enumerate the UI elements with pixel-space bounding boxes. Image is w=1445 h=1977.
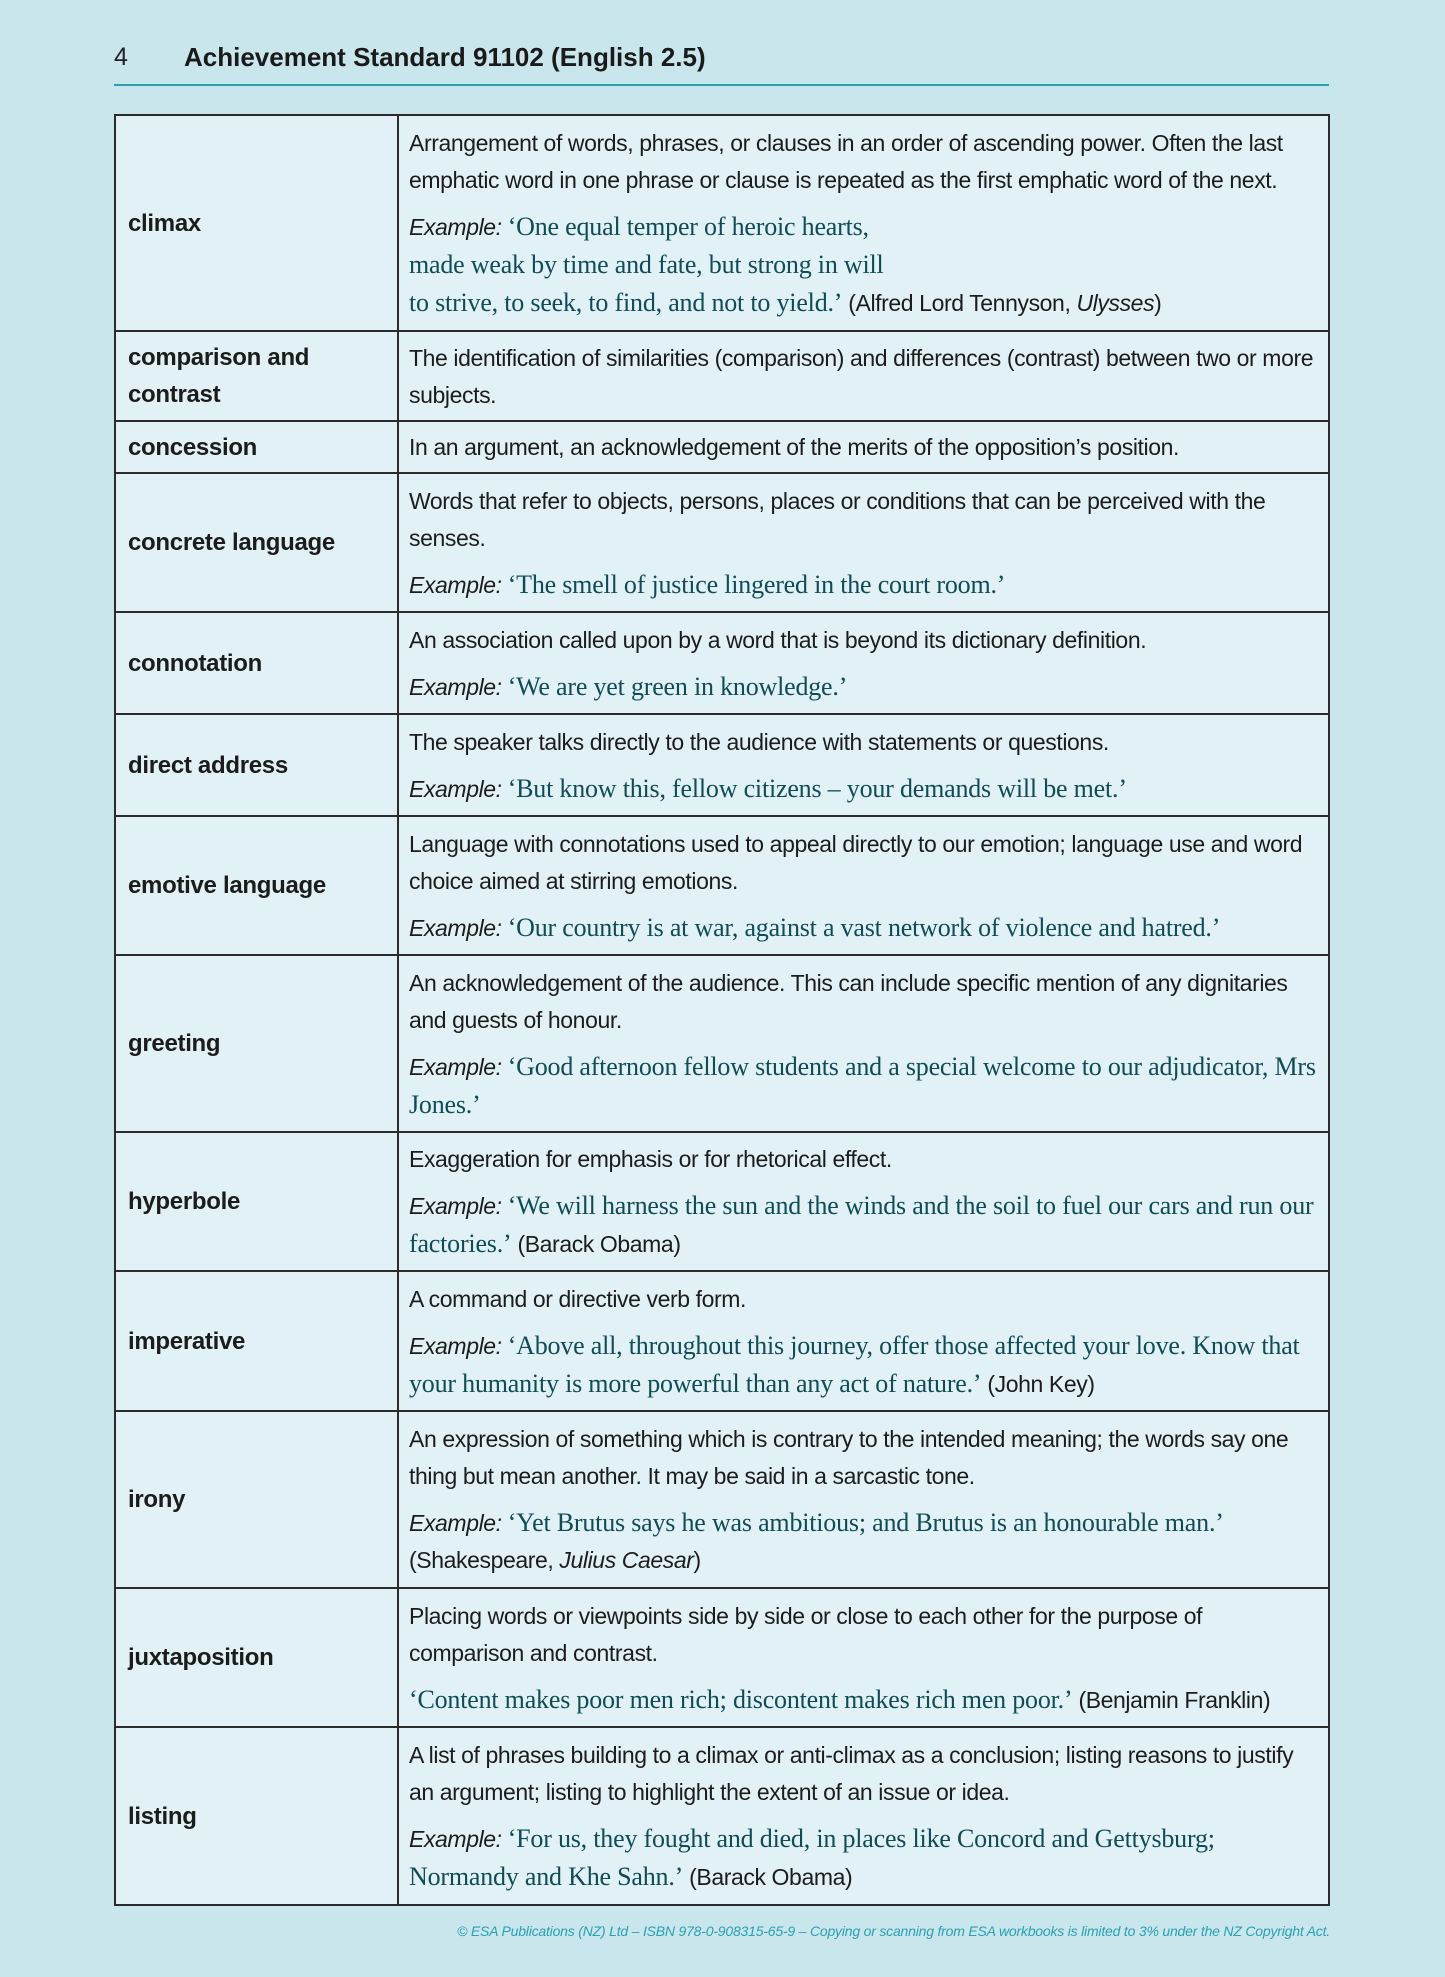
example-quote: ‘Good afternoon fellow students and a special welcome to our adjudicator, Mrs Jones.’ <box>409 1051 1316 1119</box>
term-cell: irony <box>115 1411 398 1588</box>
definition-cell <box>398 816 1329 955</box>
definition-text: A list of phrases building to a climax or anti-climax as a conclusion; listing reasons to justify an argument; listing to highlight the extent of an issue or idea. <box>409 1742 1294 1805</box>
example-label: Example: <box>409 571 502 598</box>
definition-cell <box>398 421 1329 473</box>
citation-close: ) <box>1154 290 1162 316</box>
citation: (Barack Obama) <box>689 1864 853 1890</box>
example-quote: ‘We are yet green in knowledge.’ <box>507 671 848 701</box>
term-cell: hyperbole <box>115 1132 398 1271</box>
example-label: Example: <box>409 214 502 240</box>
definition-text: In an argument, an acknowledgement of the merits of the opposition’s position. <box>409 434 1180 460</box>
glossary-row-direct-address <box>115 714 1329 816</box>
term-cell: emotive language <box>115 816 398 955</box>
term-cell: greeting <box>115 955 398 1132</box>
definition-cell <box>398 714 1329 816</box>
example-label: Example: <box>409 775 502 802</box>
definition-cell <box>398 115 1329 331</box>
term-cell: direct address <box>115 714 398 816</box>
example-label: Example: <box>409 914 502 941</box>
definition-text: An expression of something which is contrary to the intended meaning; the words say one thing but mean another. It may be said in a sarcastic tone. <box>409 1426 1289 1489</box>
citation: (Alfred Lord Tennyson, <box>848 290 1071 316</box>
definition-text: The speaker talks directly to the audience with statements or questions. <box>409 728 1109 755</box>
example-label: Example: <box>409 673 502 700</box>
example-text <box>409 1681 1316 1719</box>
glossary-row-imperative <box>115 1271 1329 1411</box>
example-quote: made weak by time and fate, but strong in will <box>409 250 884 279</box>
term-cell: listing <box>115 1727 398 1905</box>
citation-work: Julius Caesar <box>559 1547 694 1573</box>
definition-text: Exaggeration for emphasis or for rhetorical effect. <box>409 1146 892 1172</box>
example-quote: to strive, to seek, to find, and not to yield.’ <box>409 288 843 317</box>
term-cell: concession <box>115 421 398 473</box>
example-text <box>409 1820 1316 1896</box>
definition-text: Language with connotations used to appeal directly to our emotion; language use and word choice aimed at stirring emotions. <box>409 830 1303 894</box>
glossary-row-emotive-language <box>115 816 1329 955</box>
definition-cell <box>398 612 1329 714</box>
example-label: Example: <box>409 1510 502 1536</box>
citation: (Barack Obama) <box>517 1231 681 1257</box>
example-text <box>409 566 1316 604</box>
definition-cell <box>398 1727 1329 1905</box>
glossary-row-greeting <box>115 955 1329 1132</box>
glossary-row-hyperbole <box>115 1132 1329 1271</box>
citation: (Shakespeare, <box>409 1547 554 1573</box>
example-text <box>409 1187 1316 1263</box>
example-label: Example: <box>409 1826 502 1852</box>
term-cell: climax <box>115 115 398 331</box>
example-quote: ‘Yet Brutus says he was ambitious; and Brutus is an honourable man.’ <box>507 1508 1224 1537</box>
glossary-row-concrete-language <box>115 473 1329 612</box>
definition-cell <box>398 331 1329 421</box>
example-label: Example: <box>409 1332 502 1359</box>
example-text <box>409 1048 1316 1124</box>
glossary-row-climax <box>115 115 1329 331</box>
definition-text: Placing words or viewpoints side by side or close to each other for the purpose of comparison and contrast. <box>409 1602 1203 1666</box>
glossary-row-connotation <box>115 612 1329 714</box>
example-quote: ‘Above all, throughout this journey, offer those affected your love. Know that your humanity is more powerful than any act of nature.’ <box>409 1330 1300 1398</box>
citation-close: ) <box>693 1547 701 1573</box>
definition-cell <box>398 1271 1329 1411</box>
term-cell: concrete language <box>115 473 398 612</box>
definition-text: Arrangement of words, phrases, or clauses in an order of ascending power. Often the last emphatic word in one phrase or clause is repeated as the first emphatic word of the next. <box>409 130 1283 193</box>
example-text <box>409 208 1316 322</box>
example-quote: ‘We will harness the sun and the winds and the soil to fuel our cars and run our factories.’ <box>409 1191 1314 1258</box>
example-quote: ‘One equal temper of heroic hearts, <box>507 212 869 241</box>
example-quote: ‘Our country is at war, against a vast network of violence and hatred.’ <box>507 912 1221 942</box>
page-number: 4 <box>114 42 128 71</box>
definition-text: The identification of similarities (comparison) and differences (contrast) between two or more subjects. <box>409 344 1314 408</box>
example-label: Example: <box>409 1053 502 1080</box>
page-header <box>114 30 1329 86</box>
glossary-row-comparison-and-contrast <box>115 331 1329 421</box>
definition-cell <box>398 1132 1329 1271</box>
term-cell: imperative <box>115 1271 398 1411</box>
citation-work: Ulysses <box>1076 290 1155 316</box>
example-text <box>409 909 1316 947</box>
example-quote: ‘But know this, fellow citizens – your demands will be met.’ <box>507 773 1127 803</box>
term-cell: comparison and contrast <box>115 331 398 421</box>
definition-text: Words that refer to objects, persons, places or conditions that can be perceived with the senses. <box>409 487 1266 551</box>
glossary-row-irony <box>115 1411 1329 1588</box>
definition-cell <box>398 1411 1329 1588</box>
term-cell: juxtaposition <box>115 1588 398 1727</box>
glossary-row-listing <box>115 1727 1329 1905</box>
copyright-footer: © ESA Publications (NZ) Ltd – ISBN 978-0-908315-65-9 – Copying or scanning from ESA workbooks is limited to 3% under the NZ Copyright Act. <box>457 1923 1330 1939</box>
definition-cell <box>398 473 1329 612</box>
term-cell: connotation <box>115 612 398 714</box>
example-label: Example: <box>409 1193 502 1219</box>
citation: (John Key) <box>987 1370 1095 1397</box>
glossary-row-concession <box>115 421 1329 473</box>
citation: (Benjamin Franklin) <box>1078 1686 1271 1713</box>
definition-text: An association called upon by a word that is beyond its dictionary definition. <box>409 626 1147 653</box>
glossary-row-juxtaposition <box>115 1588 1329 1727</box>
example-text <box>409 668 1316 706</box>
definition-cell <box>398 955 1329 1132</box>
example-text <box>409 1504 1316 1579</box>
example-quote: ‘Content makes poor men rich; discontent makes rich men poor.’ <box>409 1684 1073 1714</box>
definition-cell <box>398 1588 1329 1727</box>
glossary-table <box>114 114 1330 1906</box>
example-quote: ‘The smell of justice lingered in the court room.’ <box>507 569 1006 599</box>
example-text <box>409 1327 1316 1403</box>
page-title: Achievement Standard 91102 (English 2.5) <box>184 41 706 72</box>
definition-text: A command or directive verb form. <box>409 1285 747 1312</box>
definition-text: An acknowledgement of the audience. This can include specific mention of any dignitaries and guests of honour. <box>409 969 1288 1033</box>
example-text <box>409 770 1316 808</box>
example-quote: ‘For us, they fought and died, in places like Concord and Gettysburg; Normandy and Khe Sahn.’ <box>409 1824 1215 1891</box>
